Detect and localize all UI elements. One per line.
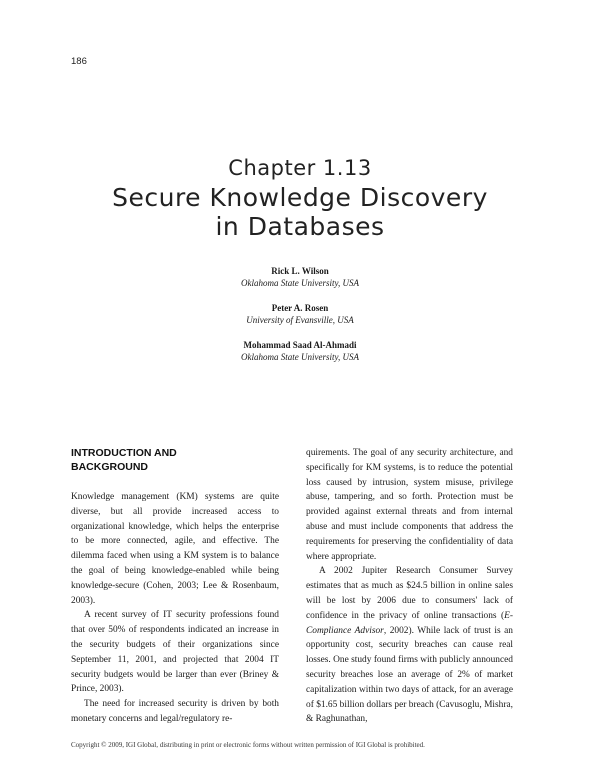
author-list <box>0 265 600 376</box>
section-heading-line-1: INTRODUCTION AND <box>71 447 177 459</box>
author-affiliation: Oklahoma State University, USA <box>241 278 359 288</box>
author-name: Peter A. Rosen <box>271 303 329 313</box>
section-heading-line-2: BACKGROUND <box>71 461 148 473</box>
publication-title: E-Compliance Advisor <box>306 610 513 636</box>
author-2 <box>0 302 600 326</box>
section-heading <box>71 446 279 474</box>
copyright-footer: Copyright © 2009, IGI Global, distributing in print or electronic forms without written permission of IGI Global is prohibited. <box>71 741 425 749</box>
chapter-label: Chapter 1.13 <box>228 156 372 180</box>
chapter-title <box>0 183 600 241</box>
paragraph: quirements. The goal of any security architecture, and specifically for KM systems, is to reduce the potential loss caused by intrusion, system misuse, privilege abuse, tampering, and so forth. Protection must be provided against external threats and from internal abuse and must include components that address the requirements for preserving the confidentiality of data where appropriate. <box>306 448 513 562</box>
left-column <box>71 446 279 727</box>
paragraph: A recent survey of IT security professions found that over 50% of respondents indicated an increase in the security budgets of their organizations since September 11, 2001, and projected that 2004 IT security budgets would be larger than ever (Briney & Prince, 2003). <box>71 610 279 695</box>
author-affiliation: University of Evansville, USA <box>246 315 354 325</box>
right-column <box>306 446 513 727</box>
paragraph: The need for increased security is driven by both monetary concerns and legal/regulatory re- <box>71 699 279 724</box>
author-affiliation: Oklahoma State University, USA <box>241 352 359 362</box>
paragraph <box>306 564 513 727</box>
author-3 <box>0 339 600 363</box>
title-line-2: in Databases <box>215 212 385 241</box>
author-name: Rick L. Wilson <box>271 266 329 276</box>
title-line-1: Secure Knowledge Discovery <box>112 183 488 212</box>
author-name: Mohammad Saad Al-Ahmadi <box>243 340 357 350</box>
paragraph: Knowledge management (KM) systems are quite diverse, but all provide increased access to organizational knowledge, which helps the enterprise to be more connected, agile, and effective. The dilemma faced when using a KM system is to balance the goal of being knowledge-enabled while being knowledge-secure (Cohen, 2003; Lee & Rosenbaum, 2003). <box>71 492 279 606</box>
author-1 <box>0 265 600 289</box>
page-number: 186 <box>71 56 87 67</box>
paragraph-text: , 2002). While lack of trust is an opportunity cost, security breaches can cause real losses. One study found firms with publicly announced security breaches lose an average of 2% of market capitalization within two days of attack, for an average of $1.65 billion dollars per breach (Cavusoglu, Mishra, & Raghunathan, <box>306 625 513 725</box>
paragraph-text: A 2002 Jupiter Research Consumer Survey estimates that as much as $24.5 billion in online sales will be lost by 2006 due to consumers' lack of confidence in the privacy of online transactions ( <box>306 566 513 621</box>
